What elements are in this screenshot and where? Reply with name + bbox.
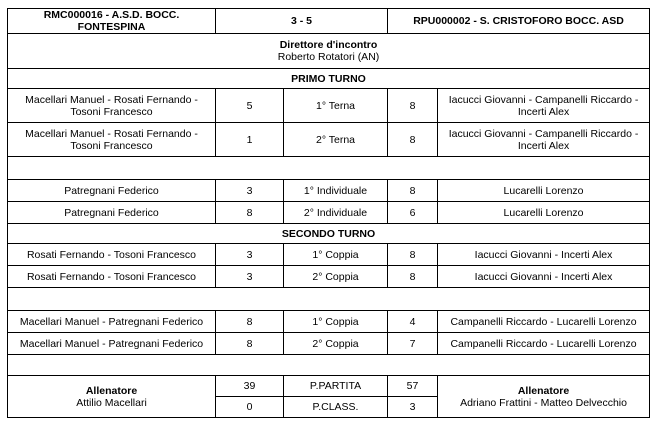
away-coach-name: Adriano Frattini - Matteo Delvecchio — [460, 396, 627, 409]
home-players: Macellari Manuel - Patregnani Federico — [8, 311, 216, 333]
game-type: 2° Terna — [284, 123, 388, 157]
away-players: Lucarelli Lorenzo — [438, 202, 650, 224]
spacer-row — [8, 288, 650, 311]
game-row — [8, 202, 650, 224]
section-title-first: PRIMO TURNO — [8, 69, 650, 89]
spacer-row — [8, 157, 650, 180]
director-label: Direttore d'incontro — [279, 39, 378, 51]
game-row — [8, 311, 650, 333]
away-players: Iacucci Giovanni - Campanelli Riccardo - Incerti Alex — [438, 89, 650, 123]
game-type: 2° Coppia — [284, 333, 388, 355]
spacer-cell — [8, 355, 650, 376]
away-team-name: RPU000002 - S. CRISTOFORO BOCC. ASD — [388, 9, 650, 34]
home-match-points: 39 — [216, 376, 284, 397]
section-title-second: SECONDO TURNO — [8, 224, 650, 244]
home-game-score: 1 — [216, 123, 284, 157]
away-players: Iacucci Giovanni - Incerti Alex — [438, 266, 650, 288]
away-coach-cell — [438, 376, 650, 418]
game-row — [8, 266, 650, 288]
home-coach-label: Allenatore — [85, 384, 138, 397]
away-game-score: 8 — [388, 89, 438, 123]
away-players: Iacucci Giovanni - Campanelli Riccardo - Incerti Alex — [438, 123, 650, 157]
away-game-score: 7 — [388, 333, 438, 355]
game-row — [8, 333, 650, 355]
match-score: 3 - 5 — [216, 9, 388, 34]
match-report-table — [7, 8, 650, 418]
home-coach-name: Attilio Macellari — [76, 396, 147, 409]
director-row — [8, 34, 650, 69]
home-players: Macellari Manuel - Patregnani Federico — [8, 333, 216, 355]
game-type: 2° Coppia — [284, 266, 388, 288]
home-game-score: 3 — [216, 180, 284, 202]
spacer-cell — [8, 288, 650, 311]
home-players: Rosati Fernando - Tosoni Francesco — [8, 266, 216, 288]
game-row — [8, 180, 650, 202]
game-type: 2° Individuale — [284, 202, 388, 224]
home-players: Rosati Fernando - Tosoni Francesco — [8, 244, 216, 266]
home-players: Patregnani Federico — [8, 180, 216, 202]
home-game-score: 8 — [216, 311, 284, 333]
away-game-score: 8 — [388, 180, 438, 202]
home-coach-cell — [8, 376, 216, 418]
class-points-label: P.CLASS. — [284, 397, 388, 418]
director-name: Roberto Rotatori (AN) — [277, 51, 380, 63]
away-players: Iacucci Giovanni - Incerti Alex — [438, 244, 650, 266]
away-game-score: 8 — [388, 244, 438, 266]
away-players: Lucarelli Lorenzo — [438, 180, 650, 202]
game-row — [8, 244, 650, 266]
game-type: 1° Coppia — [284, 244, 388, 266]
away-game-score: 6 — [388, 202, 438, 224]
match-points-label: P.PARTITA — [284, 376, 388, 397]
away-players: Campanelli Riccardo - Lucarelli Lorenzo — [438, 333, 650, 355]
game-type: 1° Terna — [284, 89, 388, 123]
section-row — [8, 224, 650, 244]
home-team-name: RMC000016 - A.S.D. BOCC. FONTESPINA — [8, 9, 216, 34]
away-game-score: 4 — [388, 311, 438, 333]
section-row — [8, 69, 650, 89]
spacer-cell — [8, 157, 650, 180]
home-players: Macellari Manuel - Rosati Fernando - Tosoni Francesco — [8, 89, 216, 123]
home-game-score: 3 — [216, 244, 284, 266]
director-cell — [8, 34, 650, 69]
away-coach-label: Allenatore — [517, 384, 570, 397]
away-game-score: 8 — [388, 266, 438, 288]
home-players: Patregnani Federico — [8, 202, 216, 224]
away-game-score: 8 — [388, 123, 438, 157]
away-players: Campanelli Riccardo - Lucarelli Lorenzo — [438, 311, 650, 333]
home-game-score: 8 — [216, 202, 284, 224]
away-match-points: 57 — [388, 376, 438, 397]
home-game-score: 3 — [216, 266, 284, 288]
spacer-row — [8, 355, 650, 376]
away-class-points: 3 — [388, 397, 438, 418]
home-game-score: 5 — [216, 89, 284, 123]
home-game-score: 8 — [216, 333, 284, 355]
game-type: 1° Individuale — [284, 180, 388, 202]
header-row — [8, 9, 650, 34]
home-class-points: 0 — [216, 397, 284, 418]
game-type: 1° Coppia — [284, 311, 388, 333]
home-players: Macellari Manuel - Rosati Fernando - Tosoni Francesco — [8, 123, 216, 157]
game-row — [8, 89, 650, 123]
game-row — [8, 123, 650, 157]
footer-row — [8, 376, 650, 397]
